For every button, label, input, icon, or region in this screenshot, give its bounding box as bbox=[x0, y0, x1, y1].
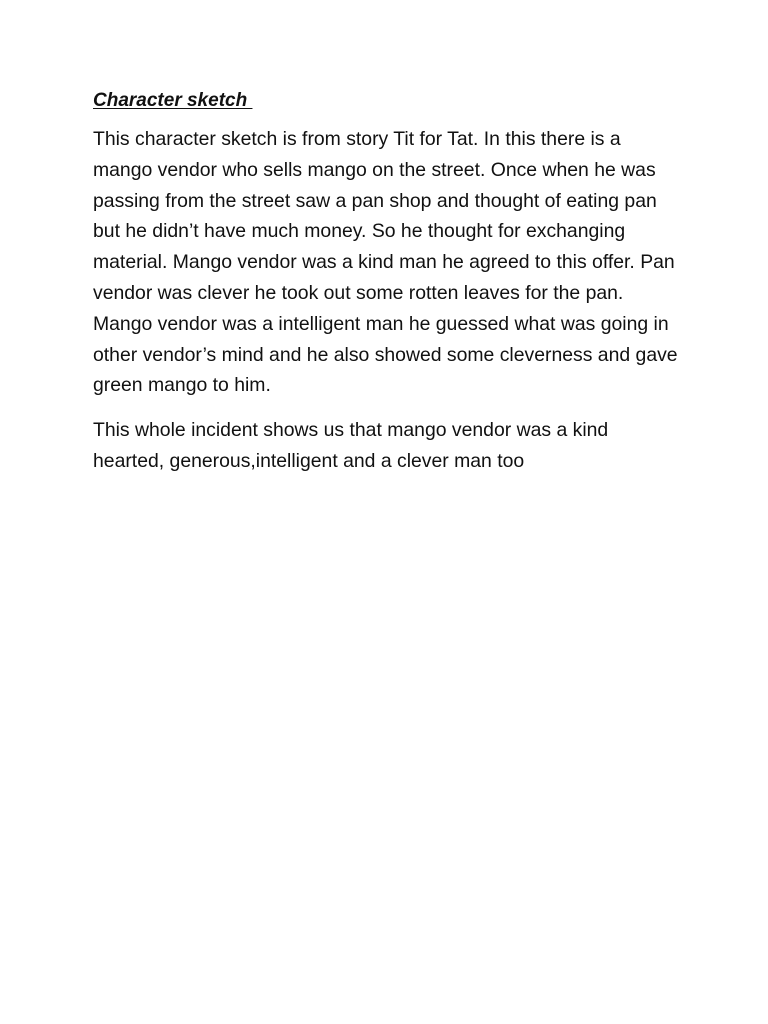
paragraph-conclusion: This whole incident shows us that mango vendor was a kind hearted, generous,intelligent and a clever man too bbox=[93, 419, 609, 472]
paragraph-story-summary: This character sketch is from story Tit for Tat. In this there is a mango vendor who sells mango on the street. Once when he was passing from the street saw a pan shop and thought of eating pan but he didn’t have much money. So he thought for exchanging material. Mango vendor was a kind man he agreed to this offer. Pan vendor was clever he took out some rotten leaves for the pan. Mango vendor was a intelligent man he guessed what was going in other vendor’s mind and he also showed some cleverness and gave green mango to him. bbox=[93, 128, 678, 397]
document-title: Character sketch bbox=[93, 90, 253, 111]
document-body bbox=[93, 88, 683, 491]
